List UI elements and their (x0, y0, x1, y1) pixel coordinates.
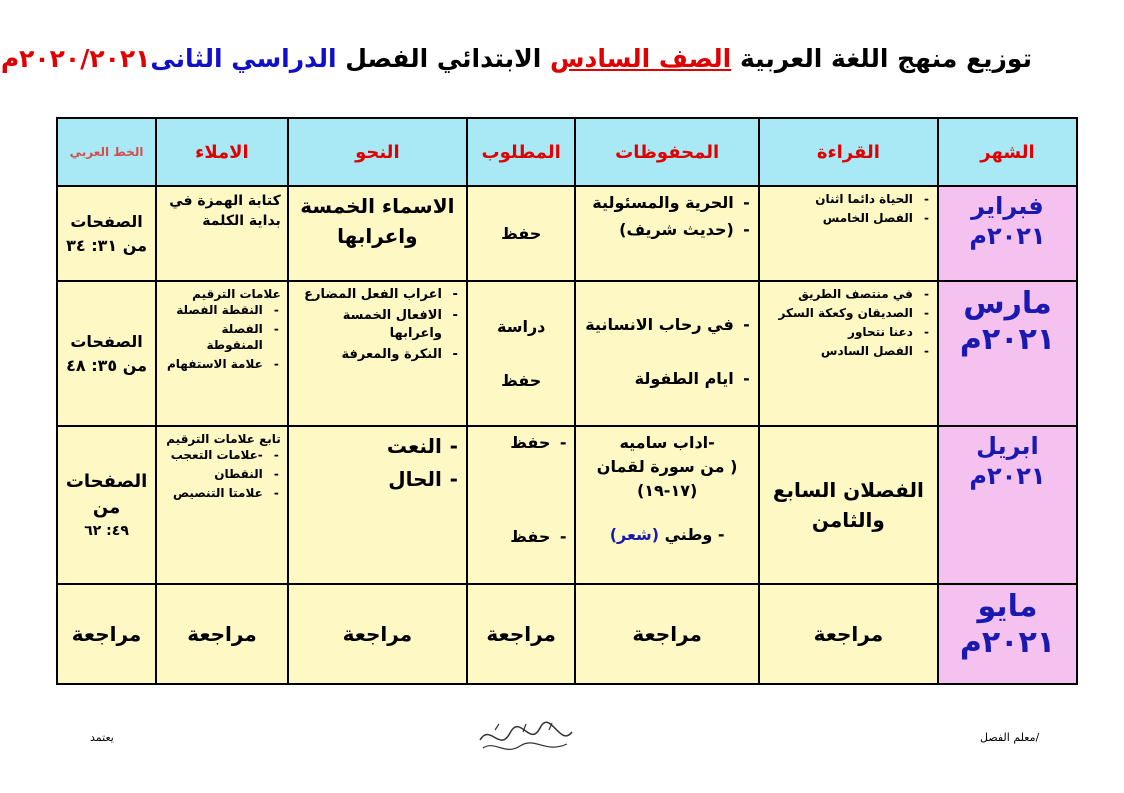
required-cell: - حفظ - حفظ (467, 426, 576, 584)
review-cell: مراجعة (57, 584, 156, 684)
month-cell: مايو ٢٠٢١م (938, 584, 1077, 684)
grammar-cell: - النعت - الحال (288, 426, 467, 584)
reading-cell: - في منتصف الطريق - الصديقان وكعكة السكر - دعنا نتحاور - الفصل السادس (759, 281, 938, 426)
calligraphy-cell: الصفحات من ٣٥: ٤٨ (57, 281, 156, 426)
grammar-cell: الاسماء الخمسة واعرابها (288, 186, 467, 281)
teacher-signature-label: معلم الفصل/ (980, 731, 1040, 744)
header-dictation: الاملاء (156, 118, 288, 186)
calligraphy-cell: الصفحات من ٤٩: ٦٢ (57, 426, 156, 584)
grammar-cell: - اعراب الفعل المضارع - الافعال الخمسة واعرابها - النكرة والمعرفة (288, 281, 467, 426)
header-grammar: النحو (288, 118, 467, 186)
header-calligraphy: الخط العربي (57, 118, 156, 186)
calligraphy-cell: الصفحات من ٣١: ٣٤ (57, 186, 156, 281)
title-year: ٢٠٢٠/٢٠٢١م (0, 44, 151, 73)
approval-label: يعتمد (90, 731, 114, 744)
dictation-cell: علامات الترقيم - النقطة الفصلة - الفصلة المنقوطة - علامة الاستفهام (156, 281, 288, 426)
month-cell: ابريل ٢٠٢١م (938, 426, 1077, 584)
table-row (57, 426, 1077, 584)
review-cell: مراجعة (575, 584, 758, 684)
title-term: الدراسي الثانى (150, 44, 337, 73)
header-reading: القراءة (759, 118, 938, 186)
title-subject: توزيع منهج اللغة العربية (739, 44, 1032, 73)
review-cell: مراجعة (288, 584, 467, 684)
header-memorized: المحفوظات (575, 118, 758, 186)
review-cell: مراجعة (467, 584, 576, 684)
curriculum-table (56, 117, 1078, 685)
review-cell: مراجعة (156, 584, 288, 684)
table-row (57, 186, 1077, 281)
dictation-cell: كتابة الهمزة في بداية الكلمة (156, 186, 288, 281)
dictation-cell: تابع علامات الترقيم - -علامات التعجب - النقطان - علامتا التنصيص (156, 426, 288, 584)
review-cell: مراجعة (759, 584, 938, 684)
header-month: الشهر (938, 118, 1077, 186)
page-title (0, 44, 1032, 73)
table-row (57, 281, 1077, 426)
header-row (57, 118, 1077, 186)
header-required: المطلوب (467, 118, 576, 186)
memorized-cell: - الحرية والمسئولية - (حديث شريف) (575, 186, 758, 281)
memorized-cell: - في رحاب الانسانية - ايام الطفولة (575, 281, 758, 426)
reading-cell: - الحياة دائما اثنان - الفصل الخامس (759, 186, 938, 281)
month-cell: مارس ٢٠٢١م (938, 281, 1077, 426)
memorized-cell: -اداب ساميه ( من سورة لقمان (١٧-١٩) - وطني (شعر) (575, 426, 758, 584)
required-cell: حفظ (467, 186, 576, 281)
title-grade: الصف السادس (550, 44, 732, 73)
blog-logo (475, 718, 577, 758)
title-stage: الابتدائي الفصل (345, 44, 542, 73)
required-cell: دراسة حفظ (467, 281, 576, 426)
reading-cell: الفصلان السابع والثامن (759, 426, 938, 584)
month-cell: فبراير ٢٠٢١م (938, 186, 1077, 281)
table-row (57, 584, 1077, 684)
